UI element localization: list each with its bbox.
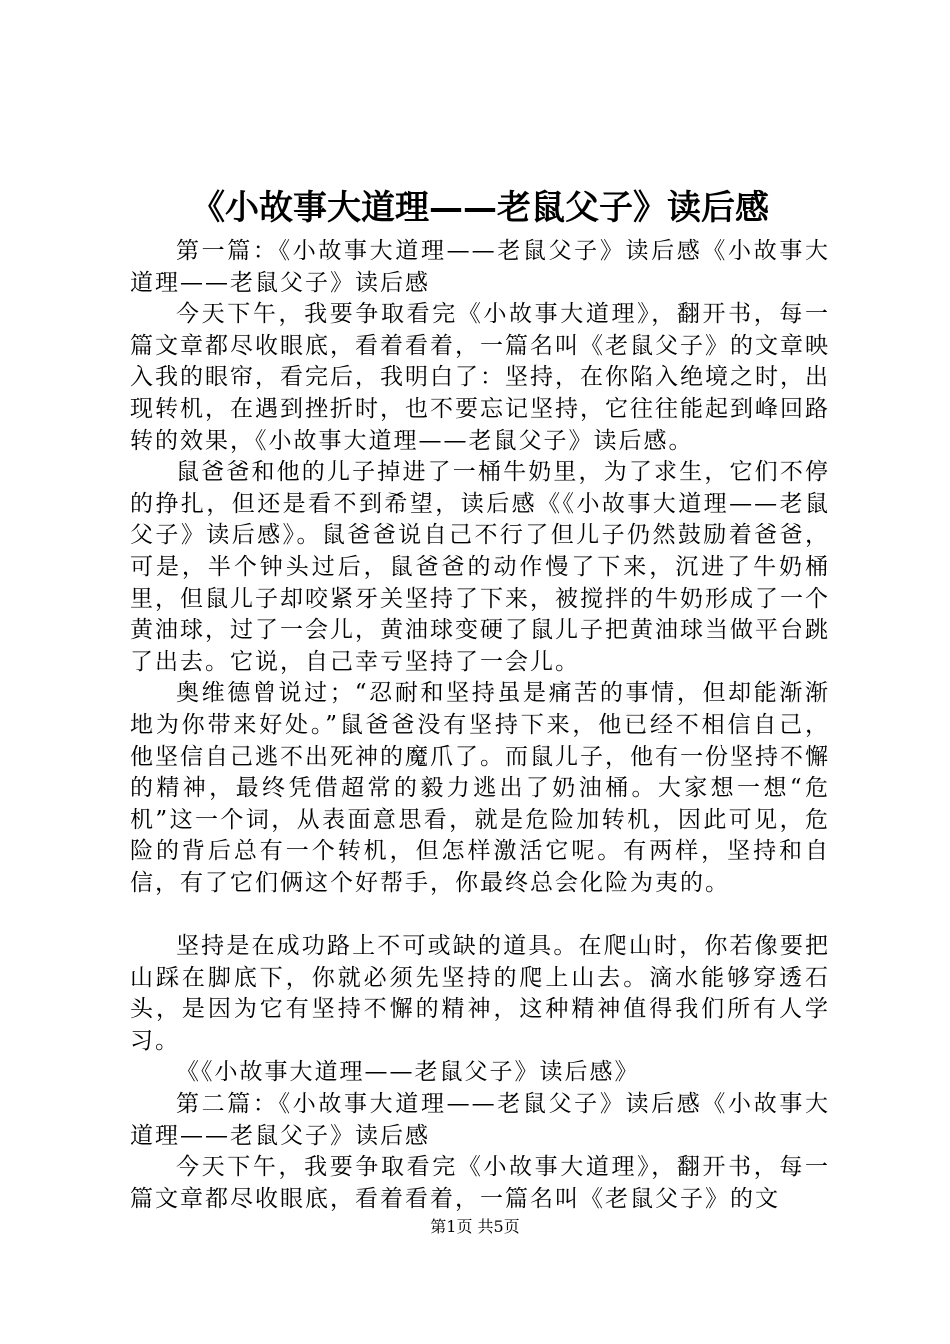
document-body — [130, 236, 830, 1215]
document-title: 《小故事大道理——老鼠父子》读后感 — [191, 188, 769, 228]
paragraph-4: 奥维德曾说过；“忍耐和坚持虽是痛苦的事情，但却能渐渐地为你带来好处。”鼠爸爸没有坚持下来，他已经不相信自己，他坚信自己逃不出死神的魔爪了。而鼠儿子，他有一份坚持不懈的精神，最终凭借超常的毅力逃出了奶油桶。大家想一想“危机”这一个词，从表面意思看，就是危险加转机，因此可见，危险的背后总有一个转机，但怎样激活它呢。有两样，坚持和自信，有了它们俩这个好帮手，你最终总会化险为夷的。 — [130, 680, 830, 896]
paragraph-2: 今天下午，我要争取看完《小故事大道理》，翻开书，每一篇文章都尽收眼底，看着看着，一篇名叫《老鼠父子》的文章映入我的眼帘，看完后，我明白了：坚持，在你陷入绝境之时，出现转机，在遇到挫折时，也不要忘记坚持，它往往能起到峰回路转的效果，《小故事大道理——老鼠父子》读后感。 — [130, 301, 830, 454]
paragraph-5: 坚持是在成功路上不可或缺的道具。在爬山时，你若像要把山踩在脚底下，你就必须先坚持的爬上山去。滴水能够穿透石头，是因为它有坚持不懈的精神，这种精神值得我们所有人学习。 — [130, 933, 830, 1054]
page-footer: 第1页 共5页 — [430, 1217, 520, 1236]
paragraph-1: 第一篇：《小故事大道理——老鼠父子》读后感《小故事大道理——老鼠父子》读后感 — [130, 238, 830, 296]
paragraph-3: 鼠爸爸和他的儿子掉进了一桶牛奶里，为了求生，它们不停的挣扎，但还是看不到希望，读后感《《小故事大道理——老鼠父子》读后感》。鼠爸爸说自己不行了但儿子仍然鼓励着爸爸，可是，半个钟头过后，鼠爸爸的动作慢了下来，沉进了牛奶桶里，但鼠儿子却咬紧牙关坚持了下来，被搅拌的牛奶形成了一个黄油球，过了一会儿，黄油球变硬了鼠儿子把黄油球当做平台跳了出去。它说，自己幸亏坚持了一会儿。 — [130, 459, 830, 675]
paragraph-7: 第二篇：《小故事大道理——老鼠父子》读后感《小故事大道理——老鼠父子》读后感 — [130, 1091, 830, 1149]
paragraph-6: 《《小故事大道理——老鼠父子》读后感》 — [176, 1059, 640, 1086]
paragraph-8: 今天下午，我要争取看完《小故事大道理》，翻开书，每一篇文章都尽收眼底，看着看着，一篇名叫《老鼠父子》的文 — [130, 1154, 830, 1212]
